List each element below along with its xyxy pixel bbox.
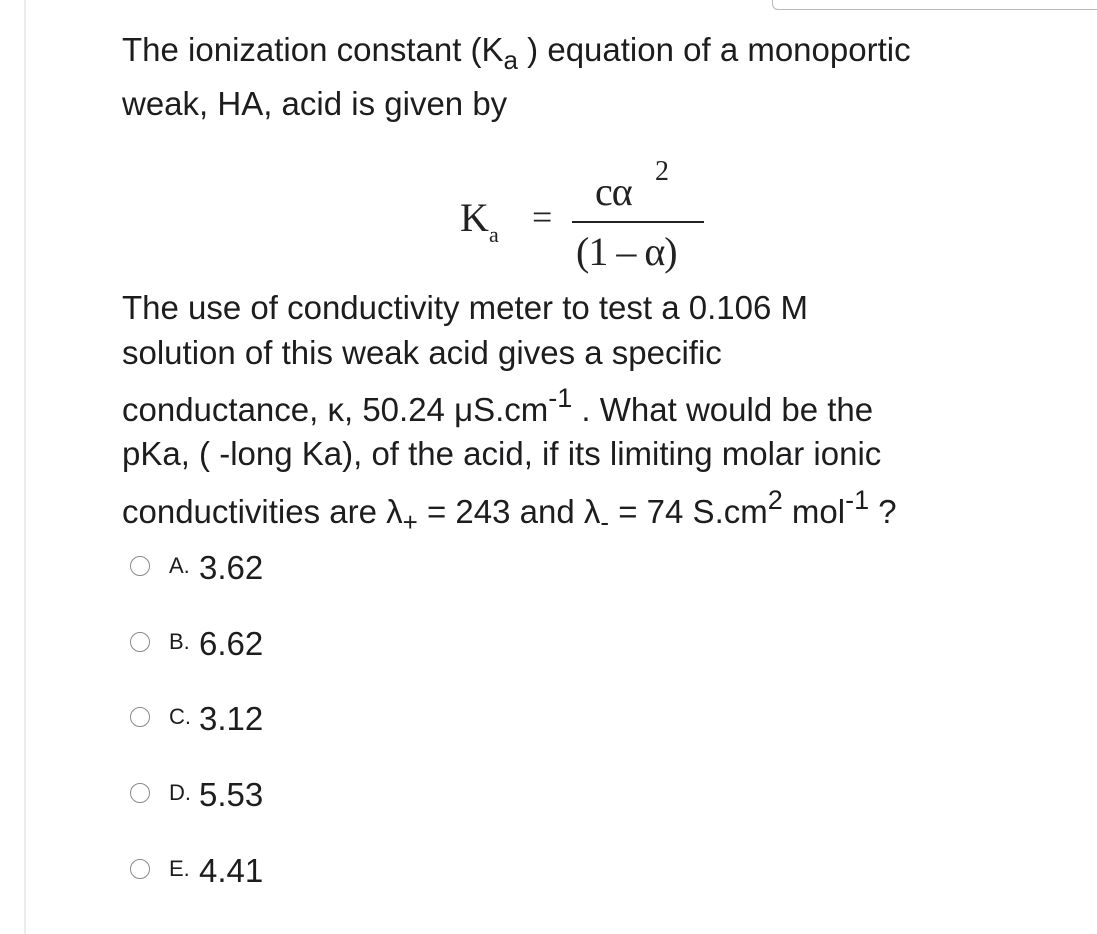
question-line-2: weak, HA, acid is given by (122, 85, 508, 122)
option-value: 3.12 (199, 700, 264, 737)
question-line-1 (122, 30, 911, 75)
question-text: = 74 S.cm (609, 493, 768, 530)
question-text: . What would be the (572, 391, 874, 428)
question-text: ) equation of a monoportic (518, 31, 911, 68)
question-line-3: The use of conductivity meter to test a 0.106 M (122, 289, 809, 326)
superscript: -1 (845, 485, 870, 515)
top-panel-edge (772, 0, 1097, 10)
radio-button[interactable] (130, 632, 150, 652)
superscript: 2 (767, 485, 783, 515)
equation-equals: = (532, 197, 553, 237)
option-letter: A. (169, 553, 190, 578)
option-value: 4.41 (199, 852, 264, 889)
radio-button[interactable] (130, 707, 150, 727)
question-text: ? (869, 493, 897, 530)
question-line-6: pKa, ( -long Ka), of the acid, if its limiting molar ionic (122, 435, 882, 472)
equation-lhs: K (460, 195, 489, 240)
question-text: The ionization constant (K (122, 31, 504, 68)
subscript: a (503, 45, 519, 75)
radio-button[interactable] (130, 859, 150, 879)
question-line-5 (122, 383, 874, 432)
question-text: = 243 and λ (417, 493, 601, 530)
equation-numerator-exponent: 2 (655, 156, 669, 187)
option-value: 3.62 (199, 549, 264, 586)
equation-numerator: cα (595, 169, 632, 214)
radio-button[interactable] (130, 783, 150, 803)
option-letter: C. (169, 704, 191, 729)
option-value: 6.62 (199, 625, 264, 662)
option-value: 5.53 (199, 776, 264, 813)
question-line-7 (122, 485, 897, 537)
option-letter: D. (169, 780, 191, 805)
question-line-4: solution of this weak acid gives a specific (122, 334, 722, 371)
equation-denominator: (1 – α) (576, 229, 677, 274)
option-letter: B. (169, 629, 190, 654)
question-text: conductance, κ, 50.24 μS.cm (122, 391, 549, 428)
option-letter: E. (169, 856, 190, 881)
superscript: -1 (548, 383, 573, 413)
question-text: conductivities are λ (122, 493, 403, 530)
radio-button[interactable] (130, 556, 150, 576)
equation-lhs-subscript: a (489, 222, 499, 247)
question-text: mol (782, 493, 846, 530)
subscript: - (600, 507, 610, 537)
left-border (24, 0, 26, 934)
ka-equation (460, 156, 720, 280)
subscript: + (402, 507, 418, 537)
fraction-bar (572, 221, 704, 223)
